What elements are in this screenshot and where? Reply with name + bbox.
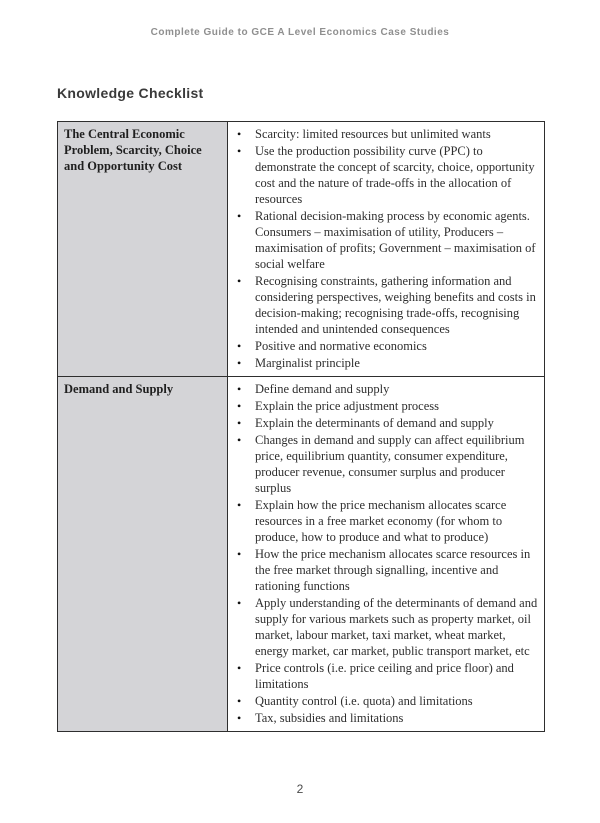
bullet-text: Tax, subsidies and limitations [255, 711, 404, 725]
bullet-text: Positive and normative economics [255, 339, 427, 353]
bullet-item [228, 595, 538, 659]
bullet-text: Quantity control (i.e. quota) and limitations [255, 694, 473, 708]
bullet-item [228, 660, 538, 692]
bullet-icon: • [237, 498, 242, 512]
bullet-item [228, 693, 538, 709]
bullet-text: Define demand and supply [255, 382, 390, 396]
bullet-icon: • [237, 399, 242, 413]
table-row [58, 377, 545, 732]
bullet-icon: • [237, 356, 242, 370]
bullet-text: Changes in demand and supply can affect equilibrium price, equilibrium quantity, consumer expenditure, producer revenue, consumer surplus and producer surplus [255, 433, 525, 495]
bullet-icon: • [237, 382, 242, 396]
bullet-text: Explain the price adjustment process [255, 399, 439, 413]
bullet-icon: • [237, 274, 242, 288]
bullet-item [228, 710, 538, 726]
bullet-item [228, 497, 538, 545]
bullet-text: How the price mechanism allocates scarce resources in the free market through signalling, incentive and rationing functions [255, 547, 531, 593]
bullet-icon: • [237, 127, 242, 141]
bullet-text: Recognising constraints, gathering information and considering perspectives, weighing benefits and costs in decision-making; recognising trade-offs, recognising intended and unintended consequences [255, 274, 536, 336]
bullet-item [228, 415, 538, 431]
bullet-icon: • [237, 596, 242, 610]
page-title: Knowledge Checklist [57, 85, 204, 101]
bullet-item [228, 143, 538, 207]
bullet-icon: • [237, 144, 242, 158]
topic-cell: Demand and Supply [58, 377, 228, 732]
bullet-item [228, 338, 538, 354]
bullet-text: Rational decision-making process by economic agents. Consumers – maximisation of utility, Producers – maximisation of profits; Government – maximisation of social welfare [255, 209, 536, 271]
running-header: Complete Guide to GCE A Level Economics Case Studies [150, 27, 450, 38]
bullet-item [228, 273, 538, 337]
bullet-item [228, 381, 538, 397]
bullet-icon: • [237, 547, 242, 561]
bullet-item [228, 398, 538, 414]
page-number: 2 [296, 782, 304, 796]
bullet-item [228, 432, 538, 496]
bullet-item [228, 126, 538, 142]
bullet-icon: • [237, 416, 242, 430]
knowledge-checklist-table [57, 121, 545, 732]
bullet-icon: • [237, 433, 242, 447]
bullet-text: Use the production possibility curve (PPC) to demonstrate the concept of scarcity, choice, opportunity cost and the nature of trade-offs in the allocation of resources [255, 144, 535, 206]
points-cell [228, 122, 545, 377]
bullet-icon: • [237, 711, 242, 725]
bullet-item [228, 208, 538, 272]
bullet-text: Marginalist principle [255, 356, 360, 370]
bullet-text: Explain the determinants of demand and supply [255, 416, 494, 430]
bullet-icon: • [237, 339, 242, 353]
checklist-table-body [58, 122, 545, 732]
bullet-text: Explain how the price mechanism allocates scarce resources in a free market economy (for whom to produce, how to produce and what to produce) [255, 498, 507, 544]
points-cell [228, 377, 545, 732]
bullet-icon: • [237, 661, 242, 675]
bullet-text: Scarcity: limited resources but unlimited wants [255, 127, 491, 141]
table-row [58, 122, 545, 377]
bullet-item [228, 355, 538, 371]
bullet-icon: • [237, 209, 242, 223]
bullet-text: Apply understanding of the determinants of demand and supply for various markets such as property market, oil market, labour market, taxi market, wheat market, energy market, car market, public transport market, etc [255, 596, 538, 658]
bullet-icon: • [237, 694, 242, 708]
bullet-item [228, 546, 538, 594]
bullet-text: Price controls (i.e. price ceiling and price floor) and limitations [255, 661, 514, 691]
topic-cell: The Central Economic Problem, Scarcity, Choice and Opportunity Cost [58, 122, 228, 377]
